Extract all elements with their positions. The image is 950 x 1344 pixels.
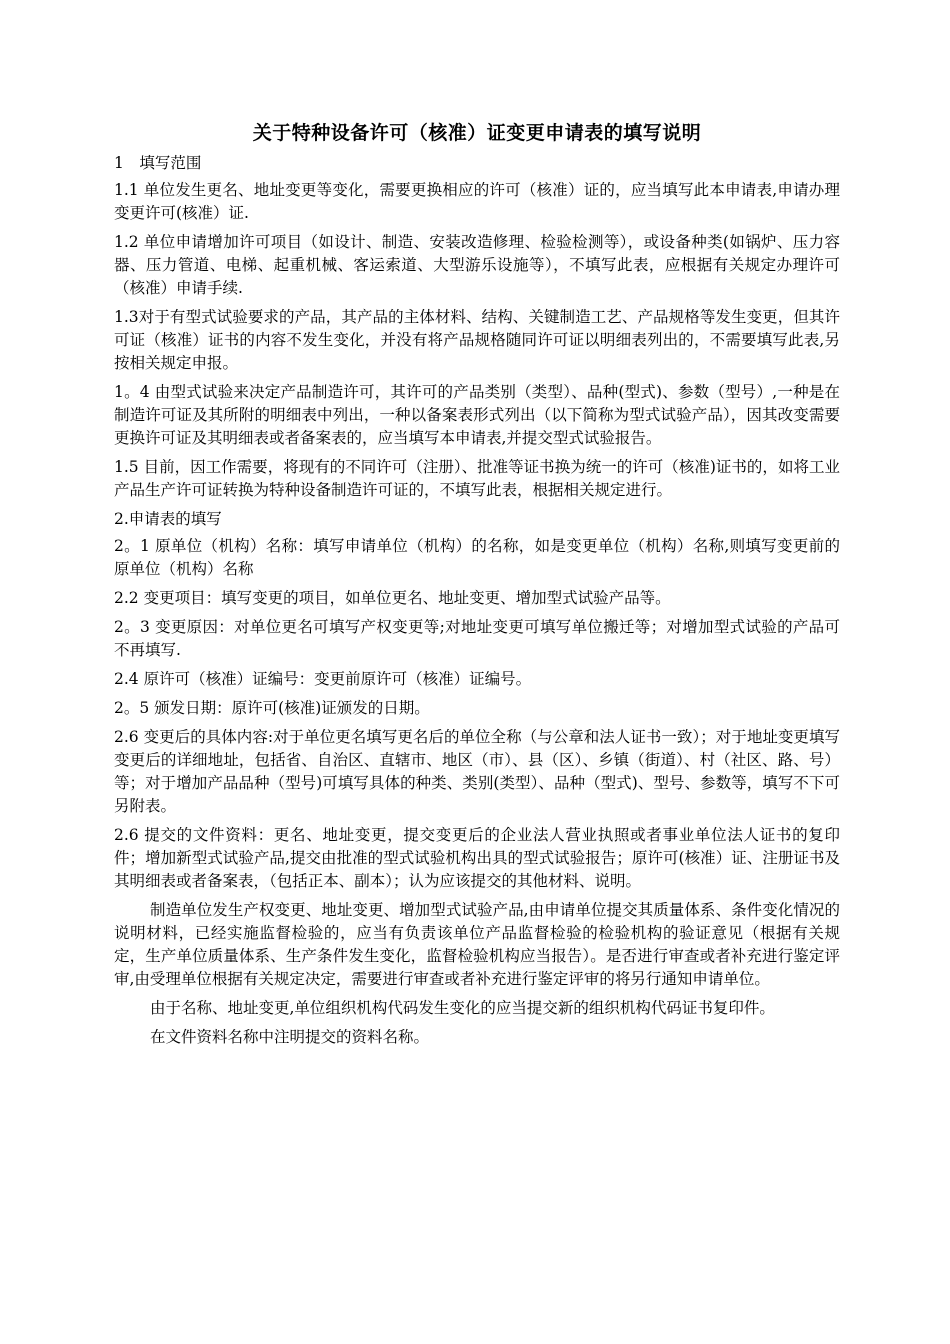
paragraph-2-3: 2。3 变更原因：对单位更名可填写产权变更等;对地址变更可填写单位搬迁等；对增加型式试验的产品可不再填写. <box>114 618 840 659</box>
paragraph-1-4: 1。4 由型式试验来决定产品制造许可，其许可的产品类别（类型）、品种(型式)、参数（型号）,一种是在制造许可证及其所附的明细表中列出，一种以备案表形式列出（以下简称为型式试验产品），因其改变需要更换许可证及其明细表或者备案表的，应当填写本申请表,并提交型式试验报告。 <box>114 383 840 447</box>
paragraph-org-code-change: 由于名称、地址变更,单位组织机构代码发生变化的应当提交新的组织机构代码证书复印件。 <box>150 999 775 1017</box>
paragraph-1-5: 1.5 目前，因工作需要，将现有的不同许可（注册）、批准等证书换为统一的许可（核准)证书的，如将工业产品生产许可证转换为特种设备制造许可证的，不填写此表，根据相关规定进行。 <box>114 458 840 499</box>
paragraph-2-2: 2.2 变更项目：填写变更的项目，如单位更名、地址变更、增加型式试验产品等。 <box>114 589 671 607</box>
paragraph-manufacturer-changes: 制造单位发生产权变更、地址变更、增加型式试验产品,由申请单位提交其质量体系、条件变化情况的说明材料，已经实施监督检验的，应当有负责该单位产品监督检验的检验机构的验证意见（根据有关规定，生产单位质量体系、生产条件发生变化，监督检验机构应当报告）。是否进行审查或者补充进行鉴定评审,由受理单位根据有关规定决定，需要进行审查或者补充进行鉴定评审的将另行通知申请单位。 <box>114 901 840 988</box>
paragraph-1-1: 1.1 单位发生更名、地址变更等变化，需要更换相应的许可（核准）证的，应当填写此本申请表,申请办理变更许可(核准）证. <box>114 181 840 222</box>
section-heading-scope: 1 填写范围 <box>114 154 202 172</box>
paragraph-2-6-content: 2.6 变更后的具体内容:对于单位更名填写更名后的单位全称（与公章和法人证书一致）；对于地址变更填写变更后的详细地址，包括省、自治区、直辖市、地区（市）、县（区）、乡镇（街道）、村（社区、路、号）等；对于增加产品品种（型号)可填写具体的种类、类别(类型）、品种（型式)、型号、参数等，填写不下可另附表。 <box>114 728 840 815</box>
paragraph-1-3: 1.3对于有型式试验要求的产品，其产品的主体材料、结构、关键制造工艺、产品规格等发生变更，但其许可证（核准）证书的内容不发生变化，并没有将产品规格随同许可证以明细表列出的，不需要填写此表,另按相关规定申报。 <box>114 308 840 372</box>
paragraph-2-6-documents: 2.6 提交的文件资料：更名、地址变更，提交变更后的企业法人营业执照或者事业单位法人证书的复印件；增加新型式试验产品,提交由批准的型式试验机构出具的型式试验报告；原许可(核准）证、注册证书及其明细表或者备案表，（包括正本、副本）；认为应该提交的其他材料、说明。 <box>114 826 840 890</box>
paragraph-document-names: 在文件资料名称中注明提交的资料名称。 <box>150 1028 430 1046</box>
paragraph-1-2: 1.2 单位申请增加许可项目（如设计、制造、安装改造修理、检验检测等），或设备种类(如锅炉、压力容器、压力管道、电梯、起重机械、客运索道、大型游乐设施等），不填写此表，应根据有关规定办理许可（核准）申请手续. <box>114 233 840 297</box>
paragraph-2-5: 2。5 颁发日期：原许可(核准)证颁发的日期。 <box>114 699 430 717</box>
section-heading-form-filling: 2.申请表的填写 <box>114 510 222 528</box>
paragraph-2-4: 2.4 原许可（核准）证编号：变更前原许可（核准）证编号。 <box>114 670 532 688</box>
document-title: 关于特种设备许可（核准）证变更申请表的填写说明 <box>252 122 702 144</box>
paragraph-2-1: 2。1 原单位（机构）名称：填写申请单位（机构）的名称，如是变更单位（机构）名称,则填写变更前的原单位（机构）名称 <box>114 537 840 578</box>
document-page <box>114 118 840 1055</box>
